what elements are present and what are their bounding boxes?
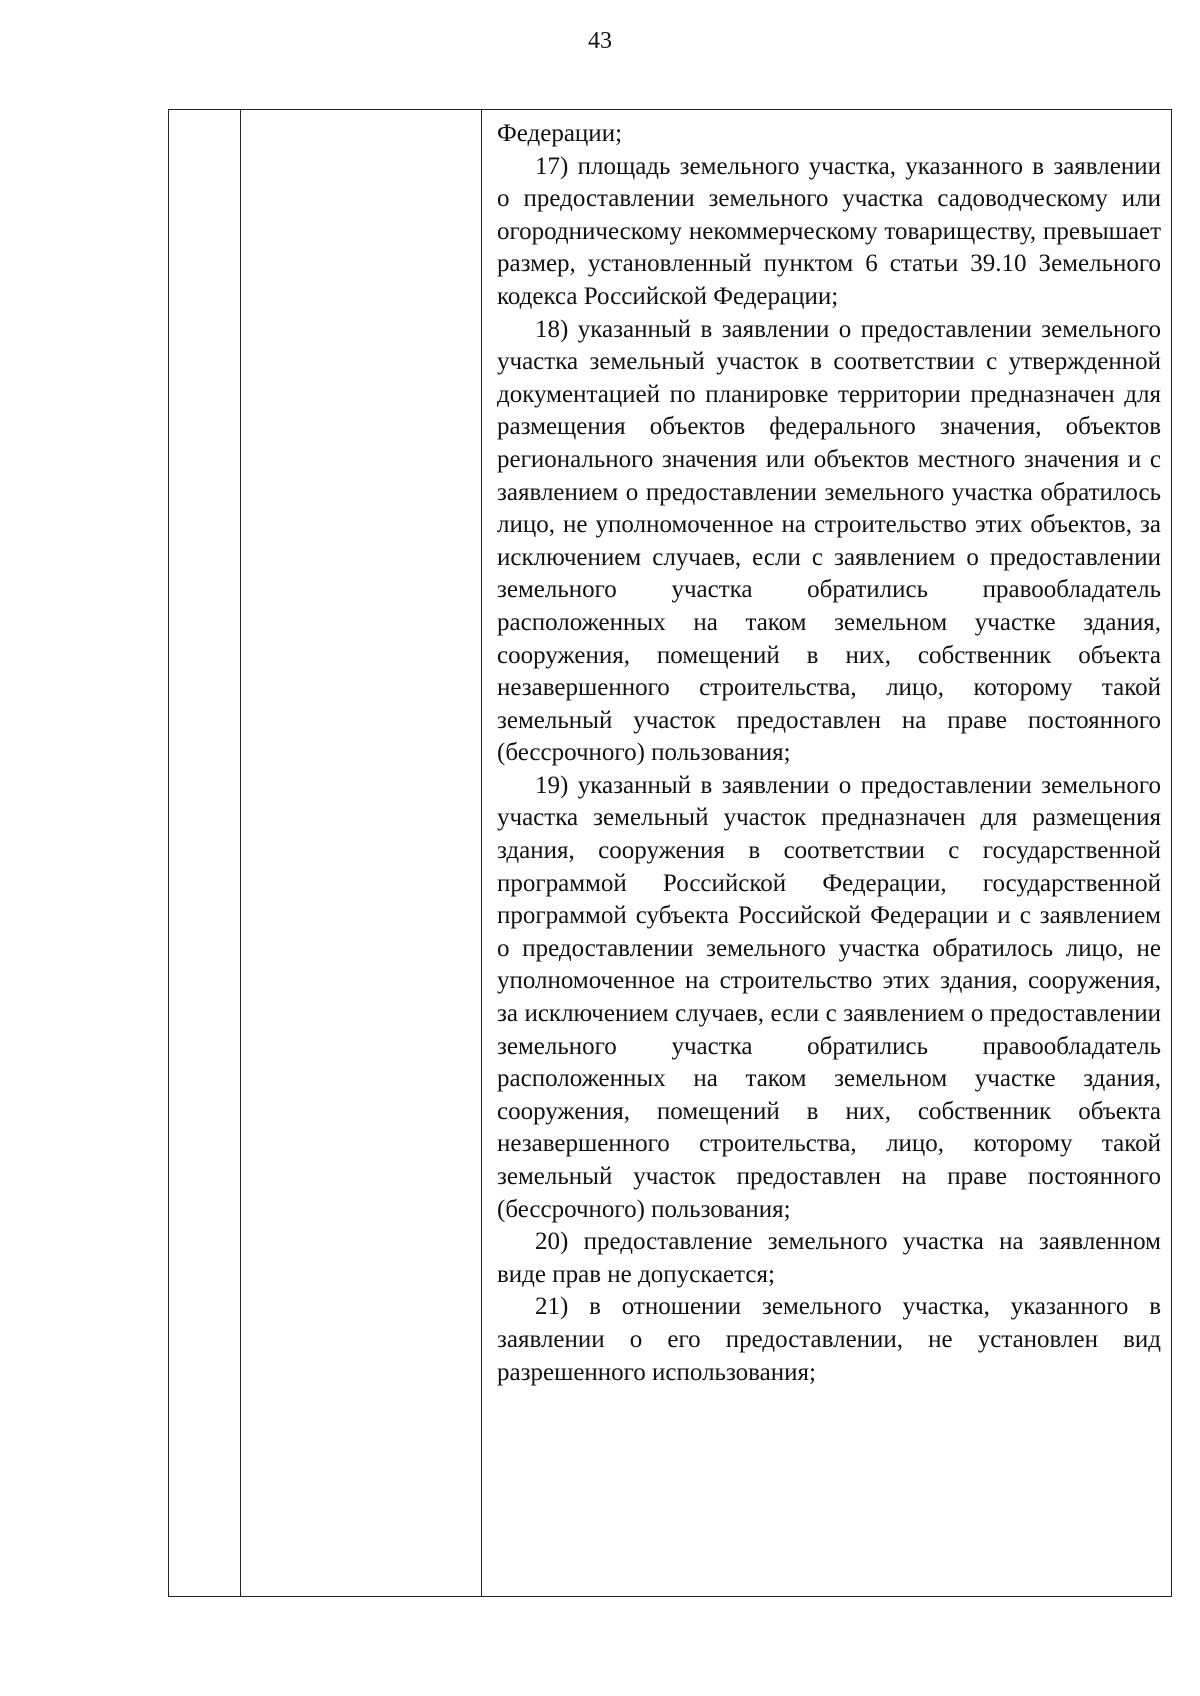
page-number: 43 <box>588 28 612 54</box>
continuation-text: Федерации; <box>497 120 623 147</box>
table-cell-number <box>169 110 240 1596</box>
list-item-21: 21) в отношении земельного участка, указанного в заявлении о его предоставлении, не установлен вид разрешенного использования; <box>497 1293 1161 1386</box>
column-divider <box>481 110 482 1596</box>
document-table <box>168 109 1172 1597</box>
table-cell-grounds <box>497 118 1161 1389</box>
list-item-18: 18) указанный в заявлении о предоставлении земельного участка земельный участок в соответствии с утвержденной документацией по планировке территории предназначен для размещения объектов федерального значения, объектов регионального значения или объектов местного значения и с заявлением о предоставлении земельного участка обратилось лицо, не уполномоченное на строительство этих объектов, за исключением случаев, если с заявлением о предоставлении земельного участка обратились правообладатель расположенных на таком земельном участке здания, сооружения, помещений в них, собственник объекта незавершенного строительства, лицо, которому такой земельный участок предоставлен на праве постоянного (бессрочного) пользования; <box>497 315 1161 767</box>
list-item-17: 17) площадь земельного участка, указанного в заявлении о предоставлении земельного участка садоводческому или огородническому некоммерческому товариществу, превышает размер, установленный пунктом 6 статьи 39.10 Земельного кодекса Российской Федерации; <box>497 152 1161 310</box>
table-cell-name <box>241 110 481 1596</box>
list-item-20: 20) предоставление земельного участка на заявленном виде прав не допускается; <box>497 1228 1161 1288</box>
list-item-19: 19) указанный в заявлении о предоставлении земельного участка земельный участок предназначен для размещения здания, сооружения в соответствии с государственной программой Российской Федерации, государственной программой субъекта Российской Федерации и с заявлением о предоставлении земельного участка обратилось лицо, не уполномоченное на строительство этих здания, сооружения, за исключением случаев, если с заявлением о предоставлении земельного участка обратились правообладатель расположенных на таком земельном участке здания, сооружения, помещений в них, собственник объекта незавершенного строительства, лицо, которому такой земельный участок предоставлен на праве постоянного (бессрочного) пользования; <box>497 771 1161 1223</box>
